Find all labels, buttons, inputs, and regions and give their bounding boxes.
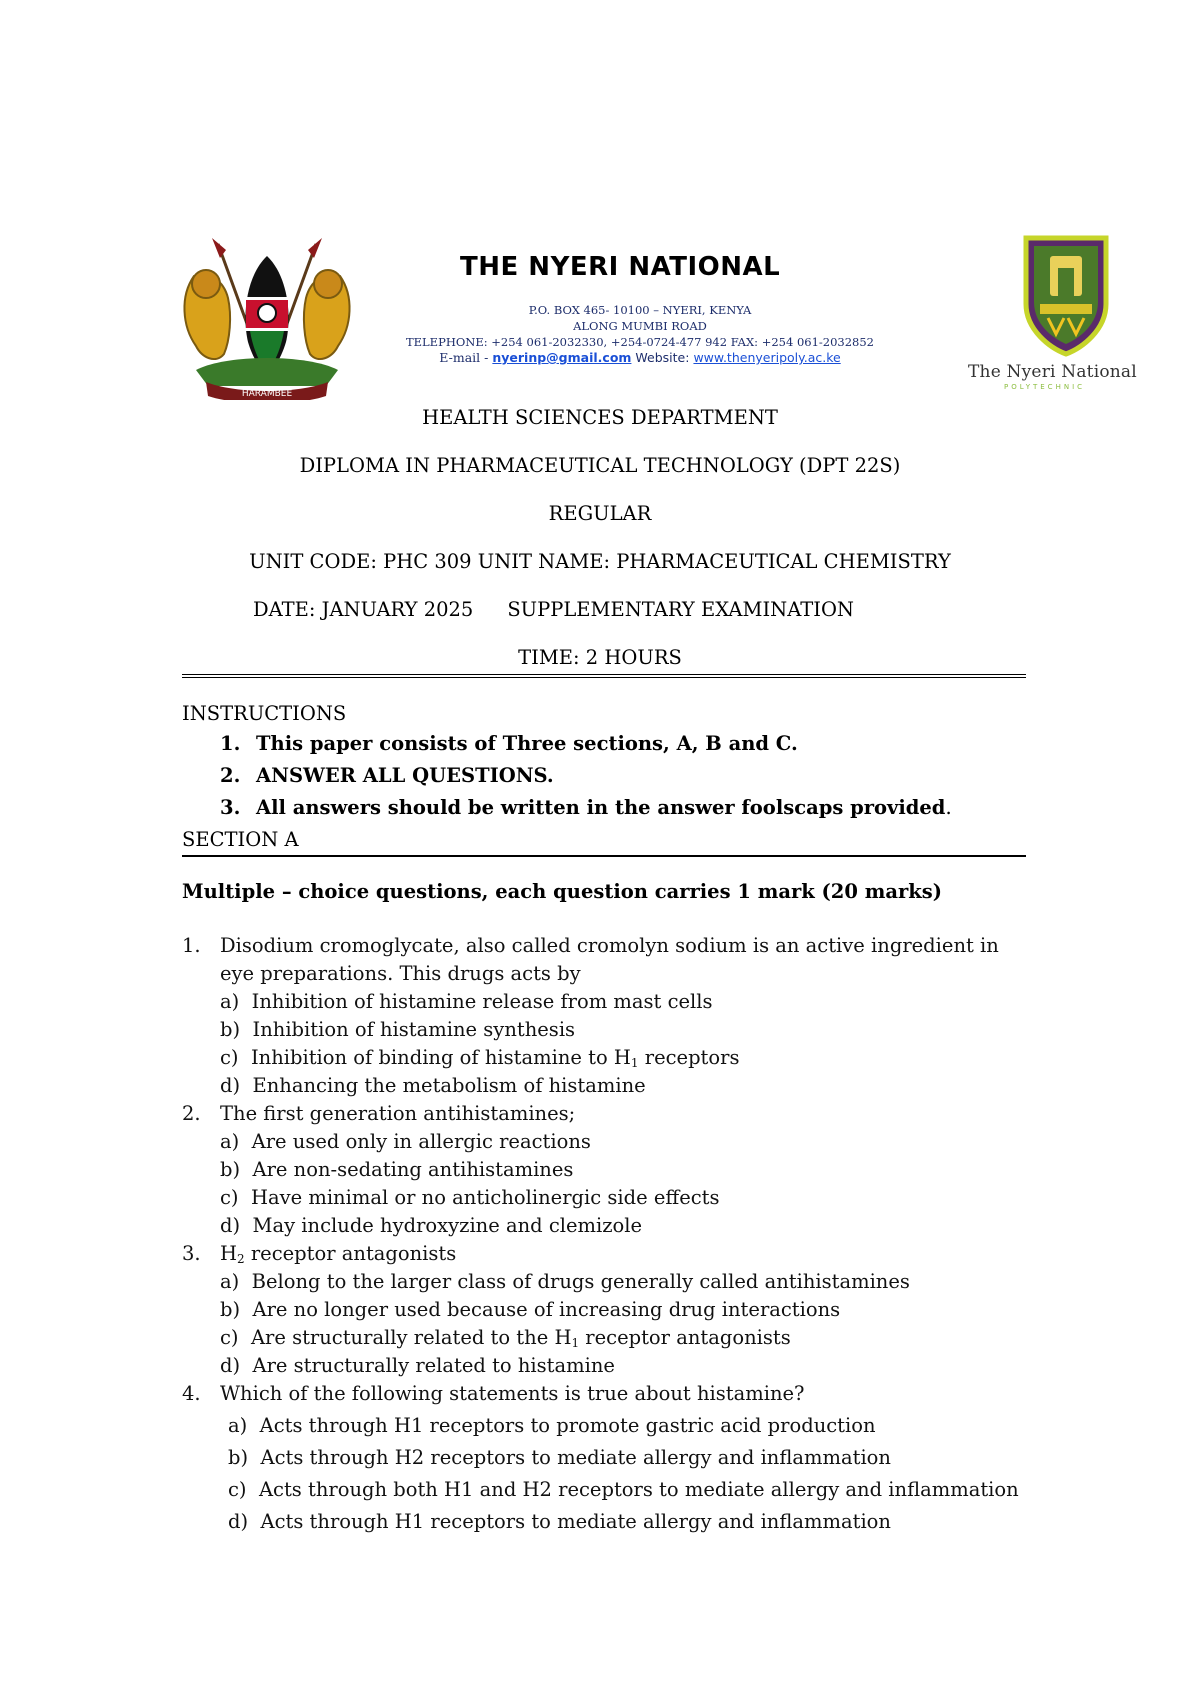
polytechnic-logo xyxy=(964,234,1154,398)
question-text: $H_2$ receptor antagonists xyxy=(220,1242,457,1266)
address-line-2: ALONG MUMBI ROAD xyxy=(573,319,707,333)
instruction-item: 3. All answers should be written in the answer foolscaps provided. xyxy=(220,796,952,819)
section-divider xyxy=(182,855,1026,857)
course-heading: DIPLOMA IN PHARMACEUTICAL TECHNOLOGY (DPT 22S) xyxy=(299,454,901,477)
option-item: d) Enhancing the metabolism of histamine xyxy=(220,1074,646,1097)
exam-type: SUPPLEMENTARY EXAMINATION xyxy=(507,598,854,621)
option-item: a) Acts through H1 receptors to promote gastric acid production xyxy=(228,1414,876,1437)
question-number: 2. xyxy=(182,1102,201,1125)
section-note: Multiple – choice questions, each question carries 1 mark (20 marks) xyxy=(182,880,942,903)
option-item: c) Have minimal or no anticholinergic side effects xyxy=(220,1186,720,1209)
address-line-1: P.O. BOX 465- 10100 – NYERI, KENYA xyxy=(528,303,752,317)
header-divider xyxy=(182,674,1026,678)
email-link[interactable]: nyerinp@gmail.com xyxy=(492,350,632,365)
question-number: 1. xyxy=(182,934,201,957)
logo-name: The Nyeri National xyxy=(968,362,1137,382)
option-item: a) Inhibition of histamine release from mast cells xyxy=(220,990,713,1013)
contact-block xyxy=(400,302,880,366)
coat-motto: HARAMBEE xyxy=(241,389,293,399)
email-website-line xyxy=(400,350,880,366)
instruction-item: 1. This paper consists of Three sections, A, B and C. xyxy=(220,732,798,755)
coat-of-arms-logo xyxy=(176,236,358,400)
option-item: c) Inhibition of binding of histamine to $H_1$ receptors xyxy=(220,1046,740,1070)
instructions-heading: INSTRUCTIONS xyxy=(182,702,347,725)
instruction-item: 2. ANSWER ALL QUESTIONS. xyxy=(220,764,554,787)
website-label: Website: xyxy=(635,350,694,365)
telephone-line: TELEPHONE: +254 061-2032330, +254-0724-477 942 FAX: +254 061-2032852 xyxy=(405,335,874,349)
option-item: b) Inhibition of histamine synthesis xyxy=(220,1018,576,1041)
website-link[interactable]: www.thenyeripoly.ac.ke xyxy=(693,350,841,365)
question-text: Disodium cromoglycate, also called cromolyn sodium is an active ingredient in xyxy=(220,934,999,957)
option-item: b) Are non-sedating antihistamines xyxy=(220,1158,574,1181)
unit-heading: UNIT CODE: PHC 309 UNIT NAME: PHARMACEUTICAL CHEMISTRY xyxy=(249,550,951,573)
section-heading: SECTION A xyxy=(182,828,299,851)
question-number: 4. xyxy=(182,1382,201,1405)
question-text: Which of the following statements is true about histamine? xyxy=(220,1382,805,1405)
exam-date: DATE: JANUARY 2025 xyxy=(253,598,474,621)
option-item: c) Are structurally related to the $H_1$ receptor antagonists xyxy=(220,1326,791,1350)
option-item: a) Are used only in allergic reactions xyxy=(220,1130,591,1153)
option-item: b) Acts through H2 receptors to mediate allergy and inflammation xyxy=(228,1446,891,1469)
option-item: d) Acts through H1 receptors to mediate allergy and inflammation xyxy=(228,1510,891,1533)
mode-heading: REGULAR xyxy=(548,502,652,525)
email-label: E-mail - xyxy=(439,350,493,365)
date-line xyxy=(253,598,854,621)
polytechnic-emblem-icon xyxy=(1020,234,1112,358)
option-item: d) May include hydroxyzine and clemizole xyxy=(220,1214,643,1237)
option-item: d) Are structurally related to histamine xyxy=(220,1354,615,1377)
department-heading: HEALTH SCIENCES DEPARTMENT xyxy=(422,406,778,429)
question-number: 3. xyxy=(182,1242,201,1265)
question-text: eye preparations. This drugs acts by xyxy=(220,962,581,985)
logo-subtitle: POLYTECHNIC xyxy=(1004,383,1086,391)
option-item: c) Acts through both H1 and H2 receptors to mediate allergy and inflammation xyxy=(228,1478,1019,1501)
question-text: The first generation antihistamines; xyxy=(220,1102,576,1125)
exam-time: TIME: 2 HOURS xyxy=(518,646,682,669)
institution-title: THE NYERI NATIONAL xyxy=(460,252,781,282)
option-item: a) Belong to the larger class of drugs generally called antihistamines xyxy=(220,1270,910,1293)
option-item: b) Are no longer used because of increasing drug interactions xyxy=(220,1298,841,1321)
